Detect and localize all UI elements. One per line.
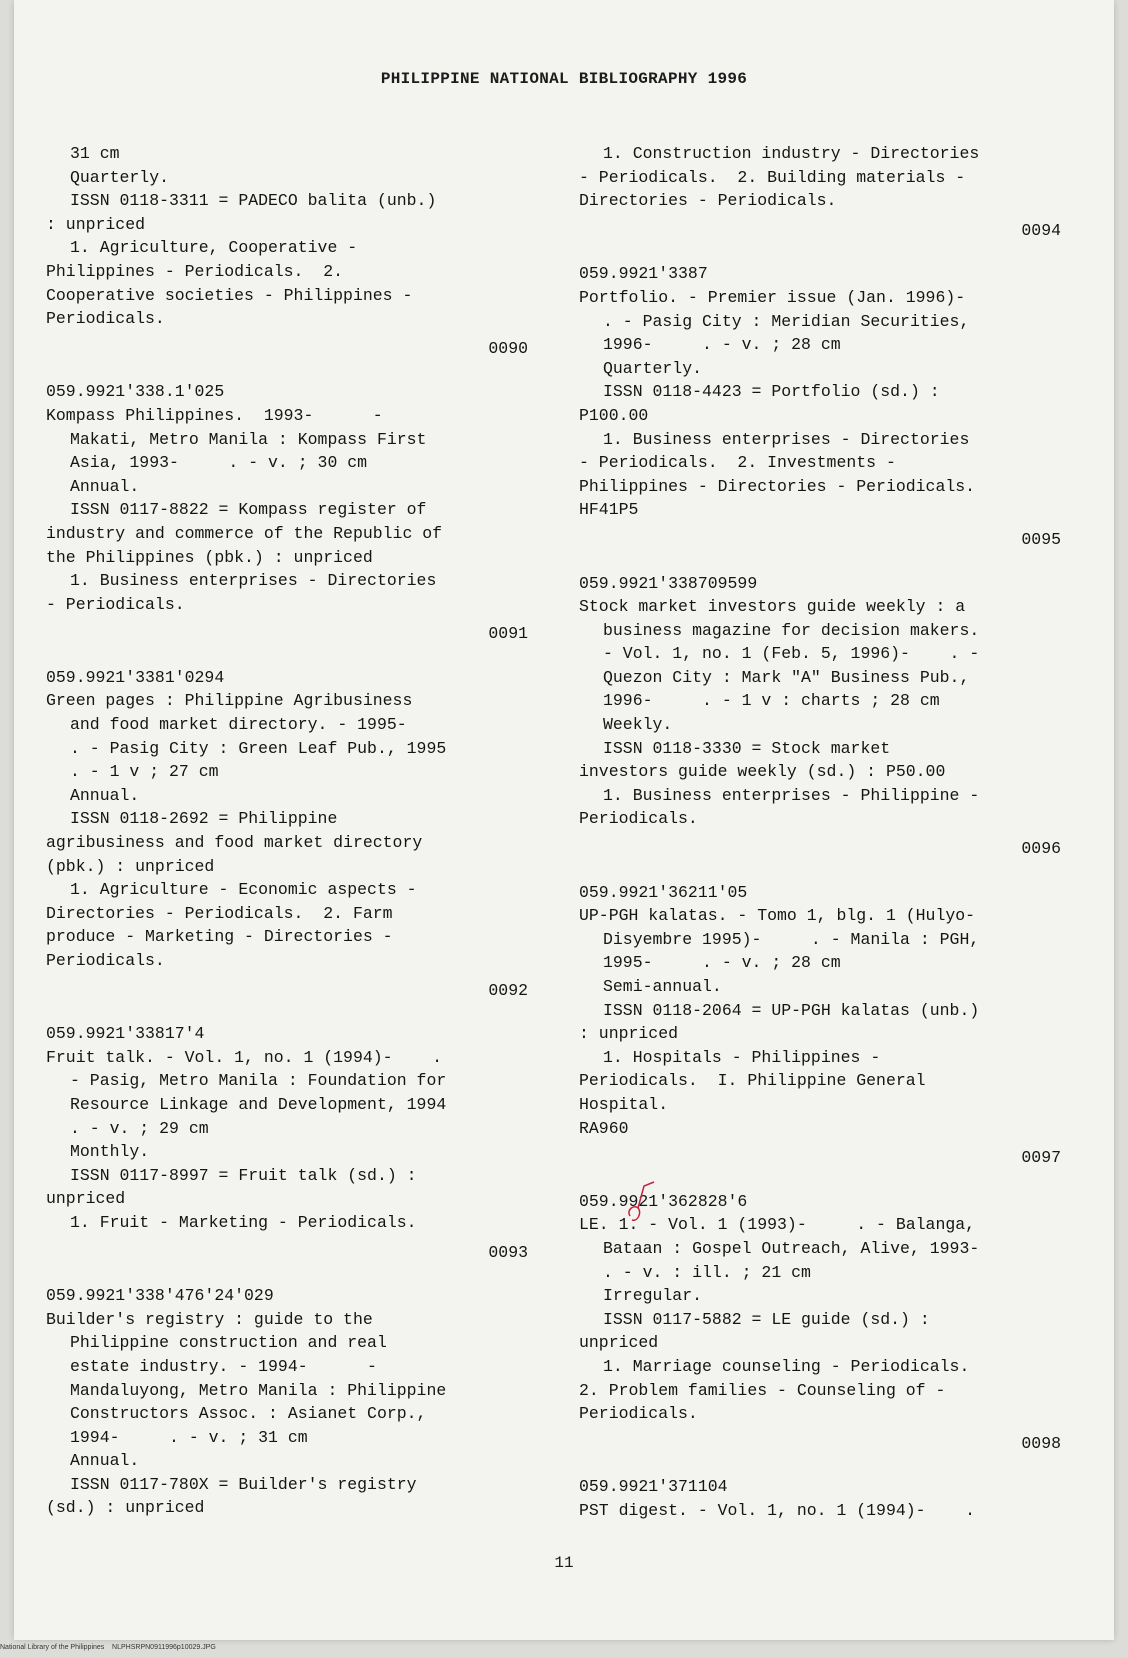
entry-line: produce - Marketing - Directories - — [46, 927, 393, 947]
entry-line: Makati, Metro Manila : Kompass First — [70, 429, 427, 449]
record-number: 0097 — [1021, 1148, 1061, 1168]
entry-line: UP-PGH kalatas. - Tomo 1, blg. 1 (Hulyo- — [579, 906, 976, 926]
record-number: 0096 — [1021, 839, 1061, 859]
entry-line: 1. Hospitals - Philippines - — [603, 1047, 881, 1067]
record-number: 0094 — [1021, 220, 1061, 240]
entry-line: 1. Fruit - Marketing - Periodicals. — [70, 1212, 417, 1232]
entry-line: investors guide weekly (sd.) : P50.00 — [579, 762, 946, 782]
entry-line: 1. Marriage counseling - Periodicals. — [603, 1356, 970, 1376]
entry-line: Annual. — [70, 1451, 140, 1471]
record-number: 0093 — [488, 1242, 528, 1262]
entry-line: Directories - Periodicals. — [579, 191, 837, 211]
entry-line: Periodicals. — [579, 1404, 698, 1424]
entry-line: Builder's registry : guide to the — [46, 1309, 373, 1329]
entry-line: Cooperative societies - Philippines - — [46, 285, 413, 305]
entry-line: estate industry. - 1994- - — [70, 1356, 377, 1376]
entry-line: . - Pasig City : Green Leaf Pub., 1995 — [70, 738, 447, 758]
entry-line: agribusiness and food market directory — [46, 833, 423, 853]
entry-line: Constructors Assoc. : Asianet Corp., — [70, 1404, 427, 1424]
page-title: PHILIPPINE NATIONAL BIBLIOGRAPHY 1996 — [380, 70, 748, 88]
entry-line: 059.9921'362828'6 — [579, 1191, 748, 1211]
entry-line: HF41P5 — [579, 500, 639, 520]
entry-line: industry and commerce of the Republic of — [46, 523, 443, 543]
entry-line: 1. Business enterprises - Directories — [603, 429, 970, 449]
page-number: 11 — [554, 1554, 574, 1572]
entry-line: ISSN 0117-5882 = LE guide (sd.) : — [603, 1309, 930, 1329]
entry-line: 059.9921'338.1'025 — [46, 382, 225, 402]
entry-line: Annual. — [70, 476, 140, 496]
catalog-entry — [579, 881, 1069, 1170]
entry-line: 059.9921'371104 — [579, 1477, 728, 1497]
entry-line: : unpriced — [46, 214, 146, 234]
catalog-entry — [579, 1475, 1069, 1522]
entry-line: ISSN 0118-2692 = Philippine — [70, 809, 338, 829]
entry-line: 1. Construction industry - Directories — [603, 144, 980, 163]
entry-line: Resource Linkage and Development, 1994 — [70, 1094, 447, 1114]
entry-line: Portfolio. - Premier issue (Jan. 1996)- — [579, 287, 966, 307]
record-number: 0095 — [1021, 529, 1061, 549]
entry-line: 1994- . - v. ; 31 cm — [70, 1427, 308, 1447]
entry-line: 1. Agriculture - Economic aspects - — [70, 880, 417, 900]
entry-line: Periodicals. I. Philippine General — [579, 1071, 926, 1091]
entry-line: . - v. : ill. ; 21 cm — [603, 1262, 811, 1282]
catalog-entry — [579, 262, 1069, 551]
entry-line: Monthly. — [70, 1142, 150, 1162]
entry-line: - Periodicals. 2. Building materials - — [579, 167, 966, 187]
entry-line: unpriced — [46, 1189, 126, 1209]
entry-line: : unpriced — [579, 1024, 679, 1044]
entry-line: 1. Agriculture, Cooperative - — [70, 238, 358, 258]
catalog-entry — [579, 142, 1069, 242]
entry-line: and food market directory. - 1995- — [70, 715, 407, 735]
scan-footer: National Library of the Philippines NLPHSRPN0911996p10029.JPG — [0, 1644, 216, 1651]
right-column — [579, 142, 1069, 1522]
entry-line: 1996- . - v. ; 28 cm — [603, 335, 841, 355]
entry-line: 059.9921'3387 — [579, 264, 708, 284]
bibliography-page — [14, 0, 1114, 1640]
entry-line: ISSN 0117-8822 = Kompass register of — [70, 500, 427, 520]
entry-line: Hospital. — [579, 1094, 669, 1114]
entry-line: 2. Problem families - Counseling of - — [579, 1380, 946, 1400]
catalog-entry — [46, 142, 536, 360]
entry-line: 059.9921'36211'05 — [579, 882, 748, 902]
entry-line: Mandaluyong, Metro Manila : Philippine — [70, 1380, 447, 1400]
entry-line: - Pasig, Metro Manila : Foundation for — [70, 1071, 447, 1091]
entry-line: 059.9921'338'476'24'029 — [46, 1286, 274, 1306]
entry-line: ISSN 0118-4423 = Portfolio (sd.) : — [603, 382, 940, 402]
entry-line: - Periodicals. 2. Investments - — [579, 453, 896, 473]
entry-line: Quezon City : Mark "A" Business Pub., — [603, 667, 970, 687]
entry-line: ISSN 0117-8997 = Fruit talk (sd.) : — [70, 1165, 417, 1185]
entry-line: Disyembre 1995)- . - Manila : PGH, — [603, 929, 980, 949]
entry-line: Stock market investors guide weekly : a — [579, 597, 966, 617]
catalog-entry — [579, 572, 1069, 861]
entry-line: 31 cm — [70, 144, 120, 163]
entry-line: Philippines - Periodicals. 2. — [46, 261, 344, 281]
entry-line: Philippine construction and real — [70, 1333, 387, 1353]
entry-line: business magazine for decision makers. — [603, 620, 980, 640]
entry-line: - Vol. 1, no. 1 (Feb. 5, 1996)- . - — [603, 644, 980, 664]
entry-line: 059.9921'338709599 — [579, 573, 758, 593]
entry-line: Irregular. — [603, 1286, 703, 1306]
entry-line: 059.9921'3381'0294 — [46, 667, 225, 687]
entry-line: P100.00 — [579, 405, 649, 425]
entry-line: Kompass Philippines. 1993- - — [46, 405, 383, 425]
entry-line: 1. Business enterprises - Philippine - — [603, 785, 980, 805]
record-number: 0092 — [488, 980, 528, 1000]
entry-line: Semi-annual. — [603, 977, 722, 996]
record-number: 0090 — [488, 338, 528, 358]
record-number: 0091 — [488, 624, 528, 644]
catalog-entry — [46, 1284, 536, 1520]
entry-line: unpriced — [579, 1333, 659, 1353]
entry-line: Philippines - Directories - Periodicals. — [579, 476, 976, 496]
entry-line: 1996- . - 1 v : charts ; 28 cm — [603, 691, 940, 711]
entry-line: ISSN 0118-3330 = Stock market — [603, 738, 891, 758]
entry-line: Periodicals. — [46, 309, 165, 329]
entry-line: . - 1 v ; 27 cm — [70, 762, 219, 782]
entry-line: Asia, 1993- . - v. ; 30 cm — [70, 453, 368, 473]
entry-line: (pbk.) : unpriced — [46, 856, 215, 876]
entry-line: PST digest. - Vol. 1, no. 1 (1994)- . — [579, 1500, 976, 1520]
entry-line: Weekly. — [603, 715, 673, 735]
entry-line: (sd.) : unpriced — [46, 1498, 205, 1518]
catalog-entry — [46, 666, 536, 1002]
entry-line: ISSN 0118-2064 = UP-PGH kalatas (unb.) — [603, 1000, 980, 1020]
entry-line: the Philippines (pbk.) : unpriced — [46, 547, 373, 567]
entry-line: 1995- . - v. ; 28 cm — [603, 953, 841, 973]
entry-line: LE. 1. - Vol. 1 (1993)- . - Balanga, — [579, 1215, 976, 1235]
handwritten-pen-mark — [624, 1164, 664, 1234]
entry-line: - Periodicals. — [46, 594, 185, 614]
entry-line: . - Pasig City : Meridian Securities, — [603, 311, 970, 331]
entry-line: Green pages : Philippine Agribusiness — [46, 691, 413, 711]
entry-line: Bataan : Gospel Outreach, Alive, 1993- — [603, 1238, 980, 1258]
entry-line: Annual. — [70, 785, 140, 805]
entry-line: Periodicals. — [579, 809, 698, 829]
entry-line: 059.9921'33817'4 — [46, 1024, 205, 1044]
catalog-entry — [46, 380, 536, 646]
catalog-entry — [46, 1022, 536, 1264]
entry-line: ISSN 0117-780X = Builder's registry — [70, 1474, 417, 1494]
entry-line: Quarterly. — [70, 167, 170, 187]
entry-line: RA960 — [579, 1118, 629, 1138]
entry-line: 1. Business enterprises - Directories — [70, 571, 437, 591]
entry-line: Fruit talk. - Vol. 1, no. 1 (1994)- . — [46, 1047, 443, 1067]
left-column — [46, 142, 536, 1520]
entry-line: Quarterly. — [603, 358, 703, 378]
record-number: 0098 — [1021, 1433, 1061, 1453]
entry-line: ISSN 0118-3311 = PADECO balita (unb.) — [70, 191, 437, 211]
entry-line: Directories - Periodicals. 2. Farm — [46, 903, 393, 923]
entry-line: . - v. ; 29 cm — [70, 1118, 209, 1138]
entry-line: Periodicals. — [46, 951, 165, 970]
